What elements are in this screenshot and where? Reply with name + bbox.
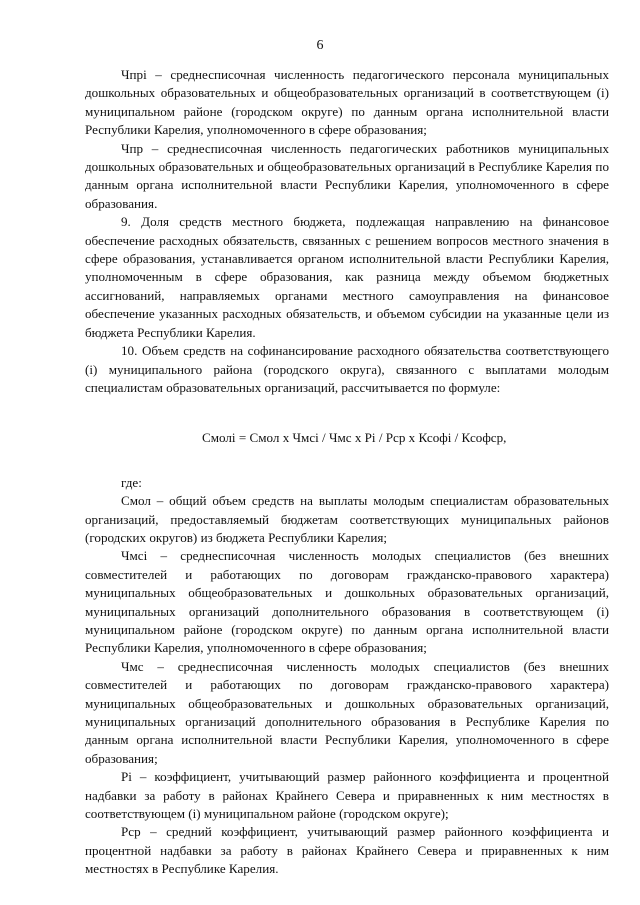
formula: Смолі = Смол x Чмсі / Чмс x Рі / Рср x Ксофі / Ксофср, bbox=[202, 430, 507, 446]
definition-chms: Чмс – среднесписочная численность молодых специалистов (без внешних совместителей и работающих по договорам гражданско-правового характера) муниципальных общеобразовательных и дошкольных образовательных организаций, муниципальных организаций дополнительного образования в Республике Карелия по данным органа исполнительной власти Республики Карелия, уполномоченного в сфере образования; bbox=[85, 658, 609, 766]
definition-ri: Рі – коэффициент, учитывающий размер районного коэффициента и процентной надбавки за работу в районах Крайнего Севера и приравненных к ним местностях в соответствующем (і) муниципальном районе (городском округе); bbox=[85, 769, 609, 822]
where-label: где: bbox=[121, 474, 142, 490]
definition-smol: Смол – общий объем средств на выплаты молодым специалистам образовательных организаций, предоставляемый бюджетам соответствующих муниципальных районов (городских округов) из бюджета Республики Карелия; bbox=[85, 493, 609, 545]
definition-chmsi: Чмсі – среднесписочная численность молодых специалистов (без внешних совместителей и работающих по договорам гражданско-правового характера) муниципальных общеобразовательных и дошкольных образовательных организаций, муниципальных организаций дополнительного образования в соответствующем (і) муниципальном районе (городском округе) по данным органа исполнительной власти Республики Карелия, уполномоченного в сфере образования; bbox=[85, 548, 609, 656]
clause-9: 9. Доля средств местного бюджета, подлежащая направлению на финансовое обеспечение расходных обязательств, связанных с решением вопросов местного значения в сфере образования, устанавливается органом исполнительной власти Республики Карелия, уполномоченным в сфере образования, как разница между объемом бюджетных ассигнований, направляемых органами местного самоуправления на финансовое обеспечение указанных расходных обязательств, и объемом субсидии на указанные цели из бюджета Республики Карелия. bbox=[85, 214, 609, 340]
document-body bbox=[85, 66, 609, 879]
clause-10: 10. Объем средств на софинансирование расходного обязательства соответствующего (і) муниципального района (городского округа), связанного с выплатами молодым специалистам образовательных организаций, рассчитывается по формуле: bbox=[85, 343, 609, 395]
definition-chpr: Чпр – среднесписочная численность педагогических работников муниципальных дошкольных образовательных и общеобразовательных организаций в Республике Карелия по данным органа исполнительной власти Республики Карелия, уполномоченного в сфере образования. bbox=[85, 140, 609, 211]
page-number: 6 bbox=[316, 38, 324, 53]
definition-rsr: Рср – средний коэффициент, учитывающий размер районного коэффициента и процентной надбавки за работу в районах Крайнего Севера и приравненных к ним местностях в Республике Карелия. bbox=[85, 824, 609, 877]
definition-chpri: Чпрі – среднесписочная численность педагогического персонала муниципальных дошкольных образовательных и общеобразовательных организаций в соответствующем (і) муниципальном районе (городском округе) по данным органа исполнительной власти Республики Карелия, уполномоченного в сфере образования; bbox=[85, 67, 609, 138]
